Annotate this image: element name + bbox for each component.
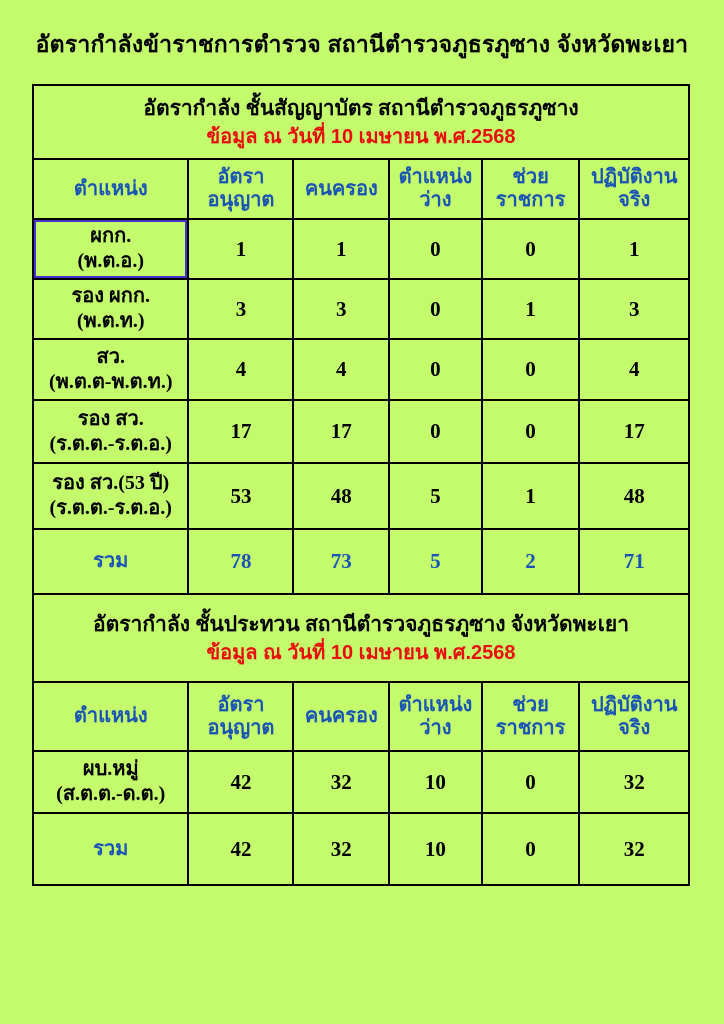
total-value-cell[interactable]: 78 xyxy=(188,529,293,594)
total-value-cell[interactable]: 71 xyxy=(579,529,689,594)
value-cell[interactable]: 4 xyxy=(188,339,293,400)
value-cell[interactable]: 53 xyxy=(188,463,293,529)
total-value-cell[interactable]: 73 xyxy=(293,529,389,594)
table2-title-cell[interactable] xyxy=(33,594,689,682)
value-cell[interactable]: 0 xyxy=(389,279,481,339)
col-header-vacant[interactable]: ตำแหน่ง ว่าง xyxy=(389,159,481,219)
total-value-cell[interactable]: 42 xyxy=(188,813,293,885)
total-value-cell[interactable]: 5 xyxy=(389,529,481,594)
table-row xyxy=(33,339,689,400)
value-cell[interactable]: 48 xyxy=(293,463,389,529)
position-cell-selected[interactable]: ผกก. (พ.ต.อ.) xyxy=(33,219,188,279)
total-label-cell[interactable]: รวม xyxy=(33,813,188,885)
value-cell[interactable]: 0 xyxy=(482,400,580,463)
value-cell[interactable]: 10 xyxy=(389,751,481,813)
value-cell[interactable]: 0 xyxy=(482,751,580,813)
table1-total-row xyxy=(33,529,689,594)
table2-date-line: ข้อมูล ณ วันที่ 10 เมษายน พ.ศ.2568 xyxy=(206,642,516,665)
table-row xyxy=(33,219,689,279)
total-value-cell[interactable]: 0 xyxy=(482,813,580,885)
col-header-position[interactable]: ตำแหน่ง xyxy=(33,682,188,751)
table-row xyxy=(33,400,689,463)
value-cell[interactable]: 3 xyxy=(188,279,293,339)
value-cell[interactable]: 1 xyxy=(482,279,580,339)
table2-column-header-row xyxy=(33,682,689,751)
value-cell[interactable]: 3 xyxy=(579,279,689,339)
table1-date-line: ข้อมูล ณ วันที่ 10 เมษายน พ.ศ.2568 xyxy=(206,126,516,149)
value-cell[interactable]: 42 xyxy=(188,751,293,813)
position-cell[interactable]: รอง สว. (ร.ต.ต.-ร.ต.อ.) xyxy=(33,400,188,463)
total-label-cell[interactable]: รวม xyxy=(33,529,188,594)
table-row xyxy=(33,279,689,339)
col-header-position[interactable]: ตำแหน่ง xyxy=(33,159,188,219)
value-cell[interactable]: 5 xyxy=(389,463,481,529)
table2-title: อัตรากำลัง ชั้นประทวน สถานีตำรวจภูธรภูซาง จังหวัดพะเยา xyxy=(93,611,629,636)
value-cell[interactable]: 17 xyxy=(579,400,689,463)
value-cell[interactable]: 32 xyxy=(579,751,689,813)
col-header-occupied[interactable]: คนครอง xyxy=(293,682,389,751)
total-value-cell[interactable]: 32 xyxy=(293,813,389,885)
position-cell[interactable]: ผบ.หมู่ (ส.ต.ต.-ด.ต.) xyxy=(33,751,188,813)
value-cell[interactable]: 0 xyxy=(389,219,481,279)
value-cell[interactable]: 0 xyxy=(482,339,580,400)
value-cell[interactable]: 32 xyxy=(293,751,389,813)
value-cell[interactable]: 4 xyxy=(579,339,689,400)
table1-header-band xyxy=(33,85,689,159)
value-cell[interactable]: 1 xyxy=(293,219,389,279)
value-cell[interactable]: 4 xyxy=(293,339,389,400)
col-header-authorized[interactable]: อัตรา อนุญาต xyxy=(188,682,293,751)
personnel-table xyxy=(32,84,690,886)
table1-column-header-row xyxy=(33,159,689,219)
table1-title-cell[interactable] xyxy=(33,85,689,159)
value-cell[interactable]: 0 xyxy=(389,400,481,463)
value-cell[interactable]: 0 xyxy=(389,339,481,400)
table2-header-band xyxy=(33,594,689,682)
page-title: อัตรากำลังข้าราชการตำรวจ สถานีตำรวจภูธรภูซาง จังหวัดพะเยา xyxy=(35,31,689,57)
col-header-actual-duty[interactable]: ปฏิบัติงาน จริง xyxy=(579,682,689,751)
table2-total-row xyxy=(33,813,689,885)
table-row xyxy=(33,751,689,813)
value-cell[interactable]: 1 xyxy=(482,463,580,529)
position-cell[interactable]: รอง ผกก. (พ.ต.ท.) xyxy=(33,279,188,339)
total-value-cell[interactable]: 32 xyxy=(579,813,689,885)
total-value-cell[interactable]: 10 xyxy=(389,813,481,885)
value-cell[interactable]: 17 xyxy=(188,400,293,463)
value-cell[interactable]: 1 xyxy=(579,219,689,279)
value-cell[interactable]: 0 xyxy=(482,219,580,279)
col-header-authorized[interactable]: อัตรา อนุญาต xyxy=(188,159,293,219)
value-cell[interactable]: 3 xyxy=(293,279,389,339)
table1-title: อัตรากำลัง ชั้นสัญญาบัตร สถานีตำรวจภูธรภูซาง xyxy=(143,95,579,120)
value-cell[interactable]: 17 xyxy=(293,400,389,463)
col-header-assisting[interactable]: ช่วย ราชการ xyxy=(482,682,580,751)
col-header-actual-duty[interactable]: ปฏิบัติงาน จริง xyxy=(579,159,689,219)
col-header-assisting[interactable]: ช่วย ราชการ xyxy=(482,159,580,219)
col-header-vacant[interactable]: ตำแหน่ง ว่าง xyxy=(389,682,481,751)
position-cell[interactable]: สว. (พ.ต.ต-พ.ต.ท.) xyxy=(33,339,188,400)
value-cell[interactable]: 1 xyxy=(188,219,293,279)
col-header-occupied[interactable]: คนครอง xyxy=(293,159,389,219)
position-cell[interactable]: รอง สว.(53 ปี) (ร.ต.ต.-ร.ต.อ.) xyxy=(33,463,188,529)
total-value-cell[interactable]: 2 xyxy=(482,529,580,594)
value-cell[interactable]: 48 xyxy=(579,463,689,529)
table-row xyxy=(33,463,689,529)
